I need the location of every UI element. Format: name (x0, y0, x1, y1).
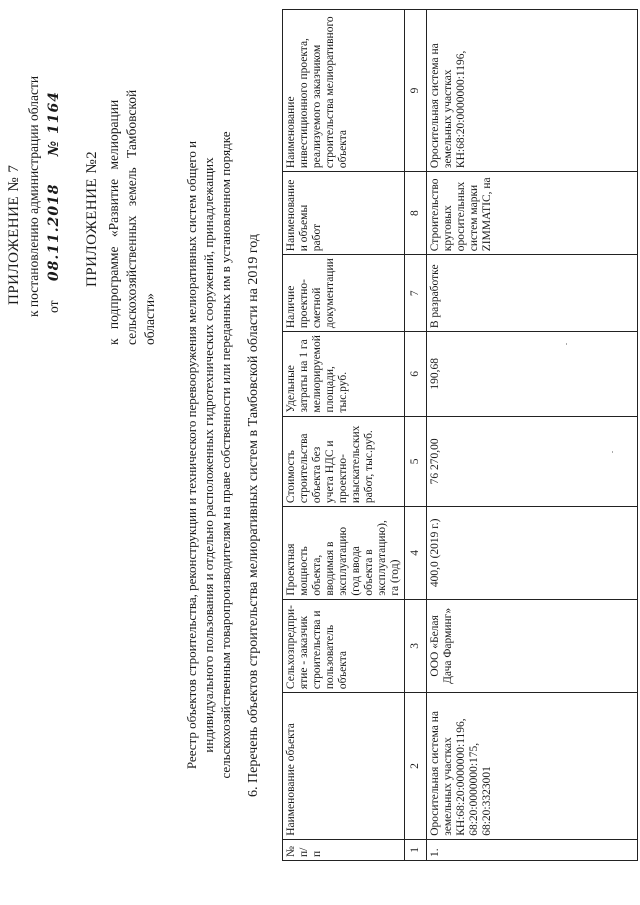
column-number: 6 (405, 332, 427, 416)
column-number: 4 (405, 507, 427, 600)
column-number: 9 (405, 10, 427, 172)
objects-table (282, 9, 638, 861)
header-cell: Стоимость строительства объекта без учета НДС и проектно-изыскательских работ, тыс.руб. (283, 416, 405, 507)
appendix2-line2: сельскохозяйственных земель Тамбовской (124, 89, 139, 345)
capacity-cell: 400,0 (2019 г.) (427, 507, 638, 600)
header-cell: № п/п (283, 839, 405, 860)
column-number: 7 (405, 255, 427, 332)
header-cell: Наименование и объемы работ (283, 172, 405, 255)
header-cell: Удельные затраты на 1 га мелиорируемой площади, тыс.руб. (283, 332, 405, 416)
cost-cell: 76 270,00 (427, 416, 638, 507)
appendix2-line3: области» (142, 293, 157, 345)
header-cell: Наименование инвестиционного проекта, реализуемого заказчиком строительства мелиоративного объекта (283, 10, 405, 172)
column-number: 8 (405, 172, 427, 255)
column-number: 2 (405, 693, 427, 840)
handwritten-date: 08.11.2018 (46, 183, 62, 282)
object-name-cell: Оросительная система на земельных участках КН:68:20:0000000:1196, 68:20:0000000:175, 68:20:3323001 (427, 693, 638, 840)
table-header-row (283, 10, 405, 861)
date-prefix: от (46, 300, 61, 313)
handwritten-number: № 1164 (46, 91, 62, 157)
unit-cost-cell: 190,68 (427, 332, 638, 416)
works-cell: Строительство круговых оросительных систем марки ZIMMATIC, на (427, 172, 638, 255)
docs-status-cell: В разработке (427, 255, 638, 332)
registry-line3: сельскохозяйственным товаропроизводителям на праве собственности или переданных им в установленном порядке (218, 131, 233, 779)
project-cell: Оросительная система на земельных участках КН:68:20:0000000:1196, (427, 10, 638, 172)
column-number: 5 (405, 416, 427, 507)
header-cell: Наименование объекта (283, 693, 405, 840)
section-title: 6. Перечень объектов строительства мелиоративных систем в Тамбовской области на 2019 год (246, 234, 261, 797)
appendix2-title: ПРИЛОЖЕНИЕ №2 (84, 150, 100, 287)
column-number: 1 (405, 839, 427, 860)
column-number: 3 (405, 599, 427, 692)
registry-line2: индивидуального пользования и отдельно расположенных гидротехнических сооружений, принадлежащих (201, 157, 216, 753)
registry-line1: Реестр объектов строительства, реконструкции и технического перевооружения мелиоративных систем общего и (184, 140, 199, 770)
scan-speck (566, 343, 567, 345)
scan-speck (612, 451, 613, 453)
header-cell: Наличие проектно-сметной документации (283, 255, 405, 332)
header-cell: Проектная мощность объекта, вводимая в эксплуатацию (год ввода объекта в эксплуатацию), га (год) (283, 507, 405, 600)
column-number-row (405, 10, 427, 861)
date-line (46, 91, 62, 313)
appendix2-line1: к подпрограмме «Развитие мелиорации (106, 99, 121, 345)
resolution-line: к постановлению администрации области (26, 75, 41, 317)
appendix-title: ПРИЛОЖЕНИЕ № 7 (6, 164, 22, 305)
table-row (427, 10, 638, 861)
row-number: 1. (427, 839, 638, 860)
customer-cell: ООО «Белая Дача Фарминг» (427, 599, 638, 692)
header-cell: Сельхозпредпри-ятие - заказчик строительства и пользователь объекта (283, 599, 405, 692)
